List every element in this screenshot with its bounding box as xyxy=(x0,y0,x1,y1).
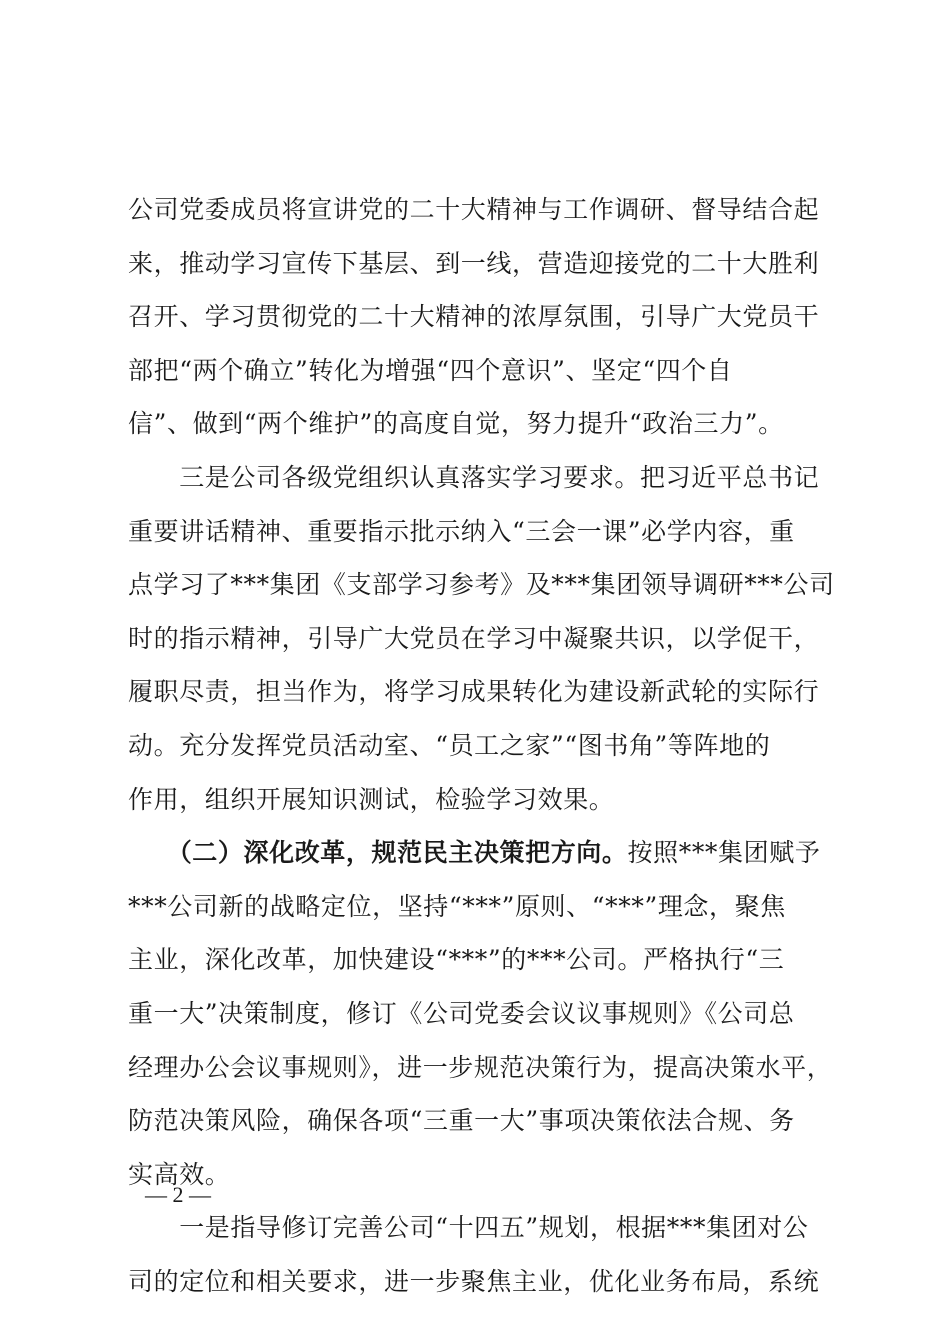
page-number: — 2 — xyxy=(145,1182,211,1207)
text-line: 作用，组织开展知识测试，检验学习效果。 xyxy=(128,784,615,814)
text-line: 三是公司各级党组织认真落实学习要求。把习近平总书记 xyxy=(128,462,820,492)
section-heading-rest: 按照***集团赋予 xyxy=(627,838,821,868)
text-line: 部把“两个确立”转化为增强“四个意识”、坚定“四个自 xyxy=(128,355,733,385)
text-line: 实高效。 xyxy=(128,1159,231,1189)
text-line: 动。充分发挥党员活动室、“员工之家”“图书角”等阵地的 xyxy=(128,730,771,760)
text-line: ***公司新的战略定位，坚持“***”原则、“***”理念，聚焦 xyxy=(128,891,786,921)
text-line: 司的定位和相关要求，进一步聚焦主业，优化业务布局，系统 xyxy=(128,1266,820,1296)
text-line: 时的指示精神，引导广大党员在学习中凝聚共识，以学促干， xyxy=(128,623,820,653)
text-line: 履职尽责，担当作为，将学习成果转化为建设新武轮的实际行 xyxy=(128,677,820,707)
text-line: 点学习了***集团《支部学习参考》及***集团领导调研***公司 xyxy=(128,570,835,600)
text-line: 主业，深化改革，加快建设“***”的***公司。严格执行“三 xyxy=(128,945,785,975)
section-heading: （二）深化改革，规范民主决策把方向。 xyxy=(128,838,628,868)
text-line: 重要讲话精神、重要指示批示纳入“三会一课”必学内容，重 xyxy=(128,516,795,546)
body-text xyxy=(128,183,835,1308)
section-heading-line xyxy=(128,826,828,880)
text-line: 防范决策风险，确保各项“三重一大”事项决策依法合规、务 xyxy=(128,1106,795,1136)
text-line: 公司党委成员将宣讲党的二十大精神与工作调研、督导结合起 xyxy=(128,195,820,224)
text-line: 重一大”决策制度，修订《公司党委会议议事规则》《公司总 xyxy=(128,998,795,1028)
text-line: 经理办公会议事规则》，进一步规范决策行为，提高决策水平， xyxy=(128,1052,833,1082)
text-line: 召开、学习贯彻党的二十大精神的浓厚氛围，引导广大党员干 xyxy=(128,302,820,332)
text-line: 一是指导修订完善公司“十四五”规划，根据***集团对公 xyxy=(128,1213,809,1243)
text-line: 信”、做到“两个维护”的高度自觉，努力提升“政治三力”。 xyxy=(128,409,784,439)
text-line: 来，推动学习宣传下基层、到一线，营造迎接党的二十大胜利 xyxy=(128,248,820,278)
